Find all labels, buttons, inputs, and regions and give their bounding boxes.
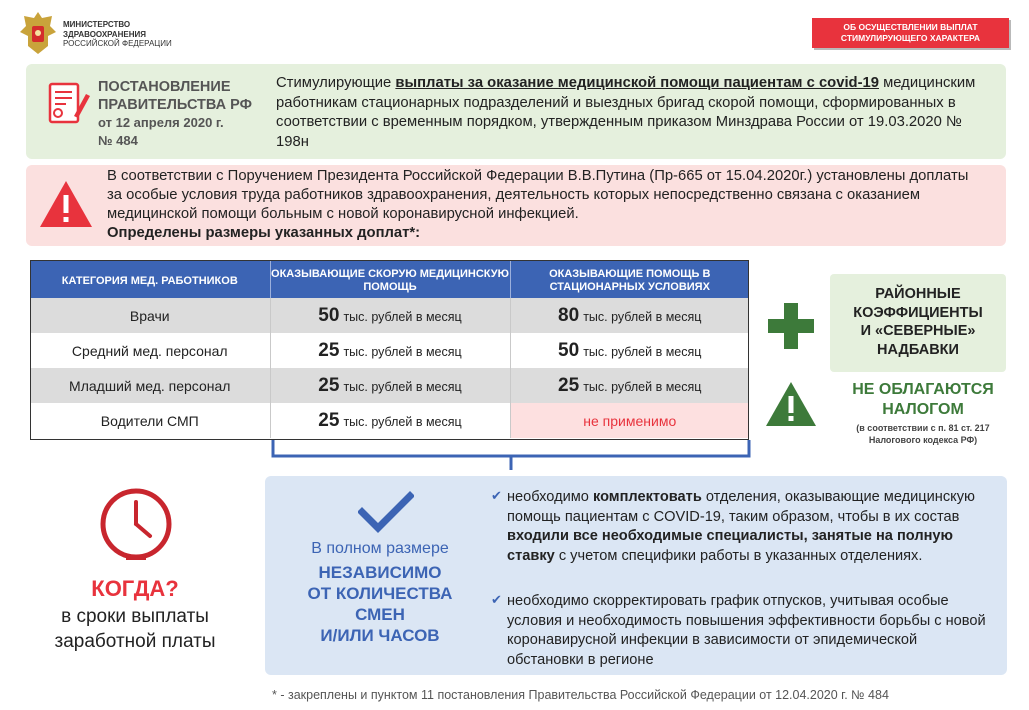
cell-category: Врачи xyxy=(30,298,270,333)
ministry-line-3: РОССИЙСКОЙ ФЕДЕРАЦИИ xyxy=(63,39,172,48)
document-pen-icon xyxy=(44,80,92,128)
when-line-2: заработной платы xyxy=(54,631,216,652)
resolution-text-rest: медицинским работникам стационарных подразделений и выездных бригад скорой помощи, сформированных в соответствии с временным порядком, утвержденным приказом Минздрава России от 19.03.2020 № 198н xyxy=(276,75,976,150)
footnote: * - закреплены и пунктом 11 постановления Правительства Российской Федерации от 12.04.2020 г. № 484 xyxy=(272,688,889,702)
value-number: 25 xyxy=(558,374,580,396)
value-unit: тыс. рублей в месяц xyxy=(583,379,702,394)
indep-line-1: НЕЗАВИСИМО xyxy=(318,563,442,582)
coef-line-4: НАДБАВКИ xyxy=(877,341,959,358)
value-unit: тыс. рублей в месяц xyxy=(583,344,702,359)
ministry-line-1: МИНИСТЕРСТВО xyxy=(63,20,131,29)
cell-ambulance xyxy=(270,403,510,438)
cell-not-applicable: не применимо xyxy=(510,403,749,438)
indep-line-2: ОТ КОЛИЧЕСТВА xyxy=(307,584,453,603)
bullet-check-icon: ✔ xyxy=(491,592,502,607)
cell-category: Младший мед. персонал xyxy=(30,368,270,403)
when-description xyxy=(20,604,250,654)
coef-line-3: И «СЕВЕРНЫЕ» xyxy=(860,323,976,339)
instruction-body: В соответствии с Поручением Президента Российской Федерации В.В.Путина (Пр-665 от 15.04.2020г.) установлены доплаты за особые условия труда работников здравоохранения, деятельность которых непосредственно связана с оказанием медицинской помощи больным с новой коронавирусной инфекцией. xyxy=(107,168,969,222)
emblem-icon xyxy=(18,10,58,56)
badge-line-1: ОБ ОСУЩЕСТВЛЕНИИ ВЫПЛАТ xyxy=(843,22,978,32)
when-line-1: в сроки выплаты xyxy=(61,606,209,627)
resolution-description xyxy=(276,74,996,152)
value-unit: тыс. рублей в месяц xyxy=(583,309,702,324)
cell-ambulance xyxy=(270,298,510,333)
coef-line-2: КОЭФФИЦИЕНТЫ xyxy=(853,304,983,321)
resolution-date: от 12 апреля 2020 г. xyxy=(98,115,224,130)
indep-line-4: И/ИЛИ ЧАСОВ xyxy=(320,626,440,645)
table-header-row xyxy=(30,260,749,298)
header-category: КАТЕГОРИЯ МЕД. РАБОТНИКОВ xyxy=(30,260,270,298)
no-tax-reference xyxy=(838,422,1008,446)
bracket-divider xyxy=(270,440,752,470)
cell-hospital xyxy=(510,368,749,403)
coef-line-1: РАЙОННЫЕ xyxy=(875,286,961,302)
resolution-title-line-1: ПОСТАНОВЛЕНИЕ xyxy=(98,79,231,95)
table-row xyxy=(30,403,749,438)
cell-hospital xyxy=(510,298,749,333)
checkmark-icon xyxy=(358,490,414,536)
header-badge xyxy=(812,18,1009,48)
bullet-text: отделения, оказывающие медицинскую помощь пациентам с COVID-19, таким образом, чтобы в их состав xyxy=(507,489,975,525)
warning-icon xyxy=(38,179,94,229)
notax-line-1: НЕ ОБЛАГАЮТСЯ xyxy=(852,381,994,398)
table-row xyxy=(30,368,749,403)
resolution-title-line-2: ПРАВИТЕЛЬСТВА РФ xyxy=(98,97,253,113)
when-title: КОГДА? xyxy=(91,576,179,601)
bullet-vacations: необходимо скорректировать график отпусков, учитывая особые условия и необходимость повышения эффективности борьбы с новой коронавирусной инфекции в зависимости от эпидемической обстановки в регионе xyxy=(507,593,986,668)
plus-icon xyxy=(768,303,814,349)
payments-table xyxy=(30,260,749,438)
resolution-text-prefix: Стимулирующие xyxy=(276,75,396,91)
bullet-bold: входили все необходимые специалисты, занятые на полную ставку xyxy=(507,528,953,564)
header-hospital: ОКАЗЫВАЮЩИЕ ПОМОЩЬ В СТАЦИОНАРНЫХ УСЛОВИЯХ xyxy=(510,260,749,298)
indep-line-3: СМЕН xyxy=(355,605,405,624)
value-unit: тыс. рублей в месяц xyxy=(343,344,462,359)
value-number: 50 xyxy=(558,339,580,361)
resolution-text-bold: выплаты за оказание медицинской помощи пациентам с covid-19 xyxy=(395,75,879,91)
header-ambulance: ОКАЗЫВАЮЩИЕ СКОРУЮ МЕДИЦИНСКУЮ ПОМОЩЬ xyxy=(270,260,510,298)
value-number: 80 xyxy=(558,304,580,326)
value-number: 25 xyxy=(318,374,340,396)
cell-category: Водители СМП xyxy=(30,403,270,438)
cell-ambulance xyxy=(270,368,510,403)
bullet-staffing xyxy=(507,488,997,566)
table-row xyxy=(30,298,749,333)
value-number: 25 xyxy=(318,339,340,361)
value-unit: тыс. рублей в месяц xyxy=(343,379,462,394)
bullet-text: необходимо xyxy=(507,489,593,505)
bullet-text: с учетом специфики работы в указанных отделениях. xyxy=(554,547,923,564)
cell-ambulance xyxy=(270,333,510,368)
regional-coefficients-label xyxy=(830,274,1006,372)
cell-category: Средний мед. персонал xyxy=(30,333,270,368)
full-amount-label: В полном размере xyxy=(311,540,449,557)
table-row xyxy=(30,333,749,368)
clock-icon xyxy=(98,486,174,562)
ministry-name xyxy=(63,20,172,49)
ministry-line-2: ЗДРАВООХРАНЕНИЯ xyxy=(63,29,146,39)
resolution-number: № 484 xyxy=(98,133,138,148)
no-tax-label xyxy=(838,380,1008,420)
value-number: 25 xyxy=(318,409,340,431)
value-number: 50 xyxy=(318,304,340,326)
cell-hospital xyxy=(510,333,749,368)
independent-label xyxy=(280,562,480,646)
instruction-bold: Определены размеры указанных доплат*: xyxy=(107,225,421,241)
notax-line-2: НАЛОГОМ xyxy=(882,401,964,418)
badge-line-2: СТИМУЛИРУЮЩЕГО ХАРАКТЕРА xyxy=(840,33,981,43)
value-unit: тыс. рублей в месяц xyxy=(343,309,462,324)
resolution-title xyxy=(98,78,263,150)
warning-green-icon xyxy=(764,380,818,428)
notax-sub-line-2: Налогового кодекса РФ) xyxy=(868,435,978,445)
value-unit: тыс. рублей в месяц xyxy=(343,414,462,429)
bullet-check-icon: ✔ xyxy=(491,488,502,503)
bullet-bold: комплектовать xyxy=(592,489,702,505)
notax-sub-line-1: (в соответствии с п. 81 ст. 217 xyxy=(856,423,990,433)
instruction-text xyxy=(107,167,987,243)
